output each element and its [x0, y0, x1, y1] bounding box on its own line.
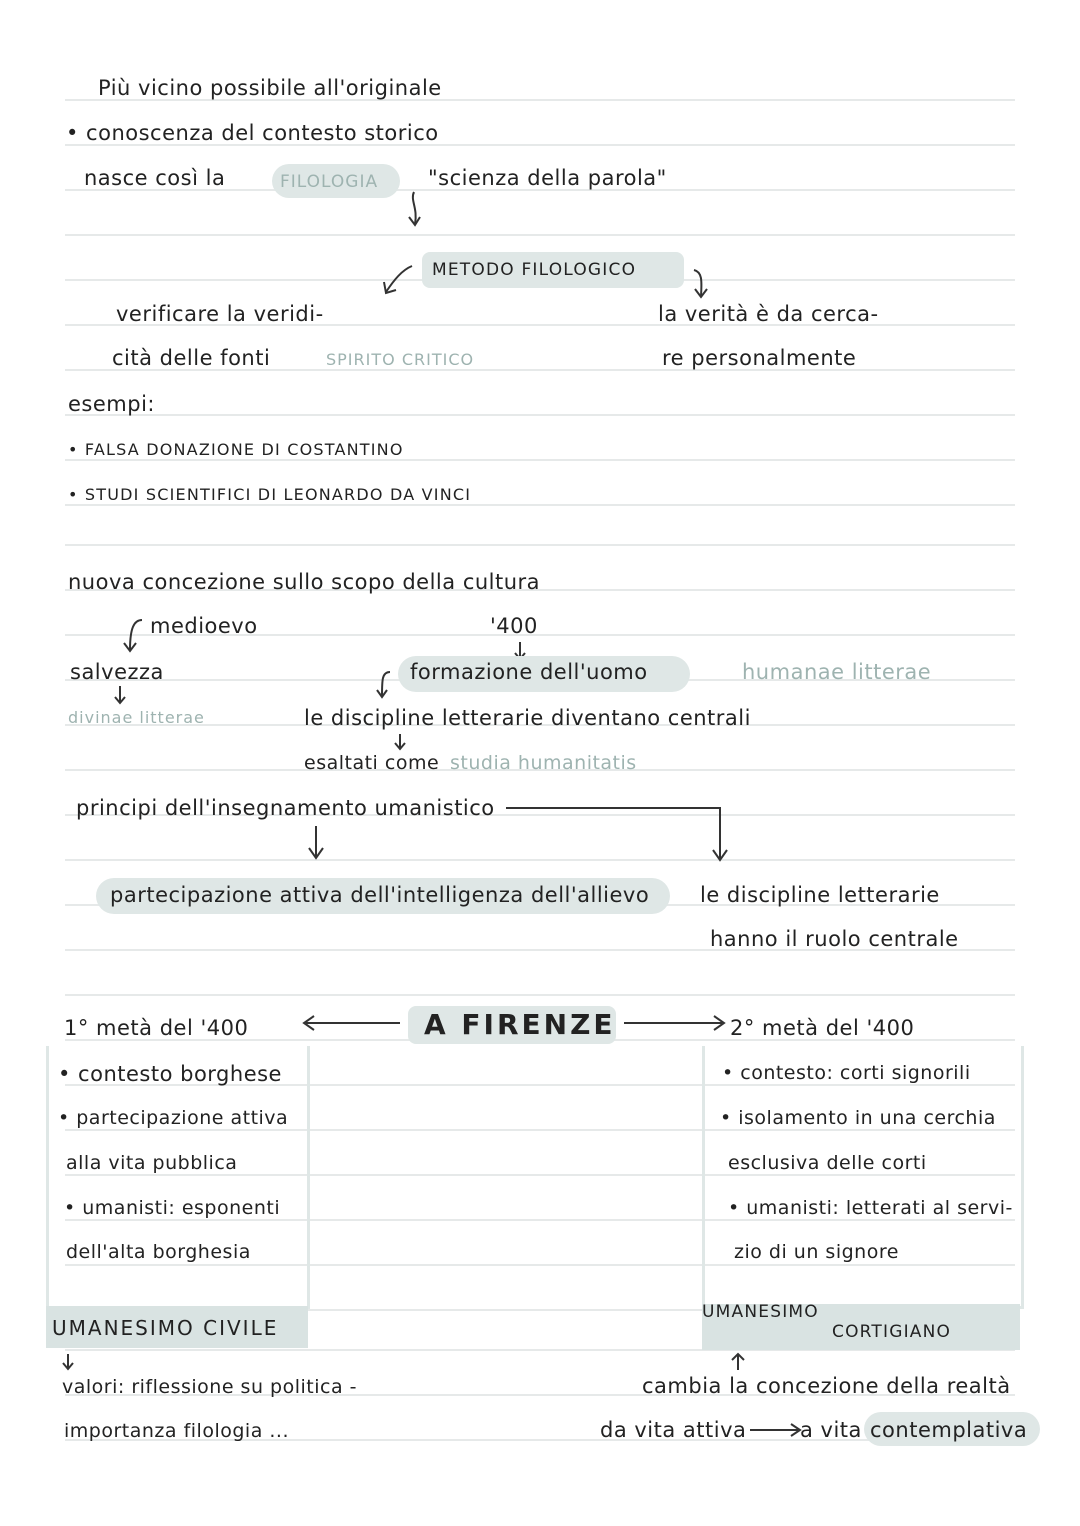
- arrow-esaltati-icon: [390, 732, 410, 752]
- text-scienza-parola: "scienza della parola": [428, 166, 667, 190]
- divinae-litterae-term: divinae litterae: [68, 708, 205, 727]
- arrow-medioevo-icon: [118, 614, 148, 656]
- right-item-5: zio di un signore: [734, 1241, 899, 1263]
- text-personalmente: re personalmente: [662, 346, 857, 370]
- contemplativa-text: contemplativa: [870, 1418, 1028, 1442]
- metodo-filologico-label: METODO FILOLOGICO: [432, 260, 637, 280]
- text-fonti: cità delle fonti: [112, 346, 271, 370]
- esempi-heading: esempi:: [68, 392, 155, 416]
- arrow-cambia-icon: [728, 1352, 748, 1374]
- arrow-salvezza-icon: [110, 684, 130, 706]
- arrow-down-icon: [400, 190, 430, 230]
- text-nasce-cosi: nasce così la: [84, 166, 226, 190]
- umanesimo-civile-label: UMANESIMO CIVILE: [52, 1316, 279, 1340]
- principi-text: principi dell'insegnamento umanistico: [76, 796, 495, 820]
- valori-text-b: importanza filologia ...: [64, 1420, 289, 1442]
- da-vita-attiva-text: da vita attiva: [600, 1418, 747, 1442]
- formazione-label: formazione dell'uomo: [410, 660, 648, 684]
- arrow-vita-icon: [748, 1420, 804, 1440]
- a-vita-text: a vita: [800, 1418, 862, 1442]
- quattrocento-label: '400: [490, 614, 538, 638]
- partecipazione-text: partecipazione attiva dell'intelligenza dell'allievo: [110, 883, 650, 907]
- left-column-heading: 1° metà del '400: [64, 1016, 249, 1040]
- left-item-2: • partecipazione attiva: [58, 1107, 289, 1129]
- text-line-originale: Più vicino possibile all'originale: [98, 76, 442, 100]
- spirito-critico-term: SPIRITO CRITICO: [326, 350, 475, 369]
- umanesimo-cortigiano-label-b: CORTIGIANO: [832, 1322, 952, 1342]
- discipline-centrali-text: le discipline letterarie diventano centrali: [304, 706, 751, 730]
- arrow-down-left-icon: [380, 262, 416, 296]
- arrow-right-icon: [620, 1012, 730, 1034]
- cambia-realta-text: cambia la concezione della realtà: [642, 1374, 1011, 1398]
- right-item-3: esclusiva delle corti: [728, 1152, 927, 1174]
- right-column-heading: 2° metà del '400: [730, 1016, 915, 1040]
- humanae-litterae-term: humanae litterae: [742, 660, 932, 684]
- left-item-5: dell'alta borghesia: [66, 1241, 251, 1263]
- arrow-down-right-icon: [688, 266, 718, 300]
- firenze-title: A FIRENZE: [424, 1008, 616, 1041]
- right-item-2: • isolamento in una cerchia: [720, 1107, 996, 1129]
- right-item-4: • umanisti: letterati al servi-: [728, 1197, 1013, 1219]
- valori-text-a: valori: riflessione su politica -: [62, 1376, 357, 1398]
- connector-arrows-icon: [296, 806, 736, 866]
- text-verita: la verità è da cerca-: [658, 302, 879, 326]
- filologia-term: FILOLOGIA: [280, 172, 379, 192]
- right-item-1: • contesto: corti signorili: [722, 1062, 971, 1084]
- left-item-1: • contesto borghese: [58, 1062, 282, 1086]
- salvezza-label: salvezza: [70, 660, 164, 684]
- arrow-formazione-icon: [372, 668, 394, 702]
- example-leonardo: • STUDI SCIENTIFICI DI LEONARDO DA VINCI: [68, 485, 472, 504]
- section-title-nuova-concezione: nuova concezione sullo scopo della cultura: [68, 570, 541, 594]
- arrow-left-icon: [300, 1012, 404, 1034]
- text-line-contesto-storico: • conoscenza del contesto storico: [66, 121, 439, 145]
- example-donazione: • FALSA DONAZIONE DI COSTANTINO: [68, 440, 404, 459]
- ruolo-text-a: le discipline letterarie: [700, 883, 940, 907]
- arrow-valori-icon: [58, 1352, 78, 1372]
- studia-humanitatis-term: studia humanitatis: [450, 752, 637, 774]
- left-item-3: alla vita pubblica: [66, 1152, 238, 1174]
- ruolo-text-b: hanno il ruolo centrale: [710, 927, 959, 951]
- right-column-box: [702, 1046, 1024, 1309]
- left-item-4: • umanisti: esponenti: [64, 1197, 281, 1219]
- esaltati-text: esaltati come: [304, 752, 440, 774]
- umanesimo-cortigiano-label-a: UMANESIMO: [702, 1302, 819, 1322]
- medioevo-label: medioevo: [150, 614, 258, 638]
- text-verificare: verificare la veridi-: [116, 302, 324, 326]
